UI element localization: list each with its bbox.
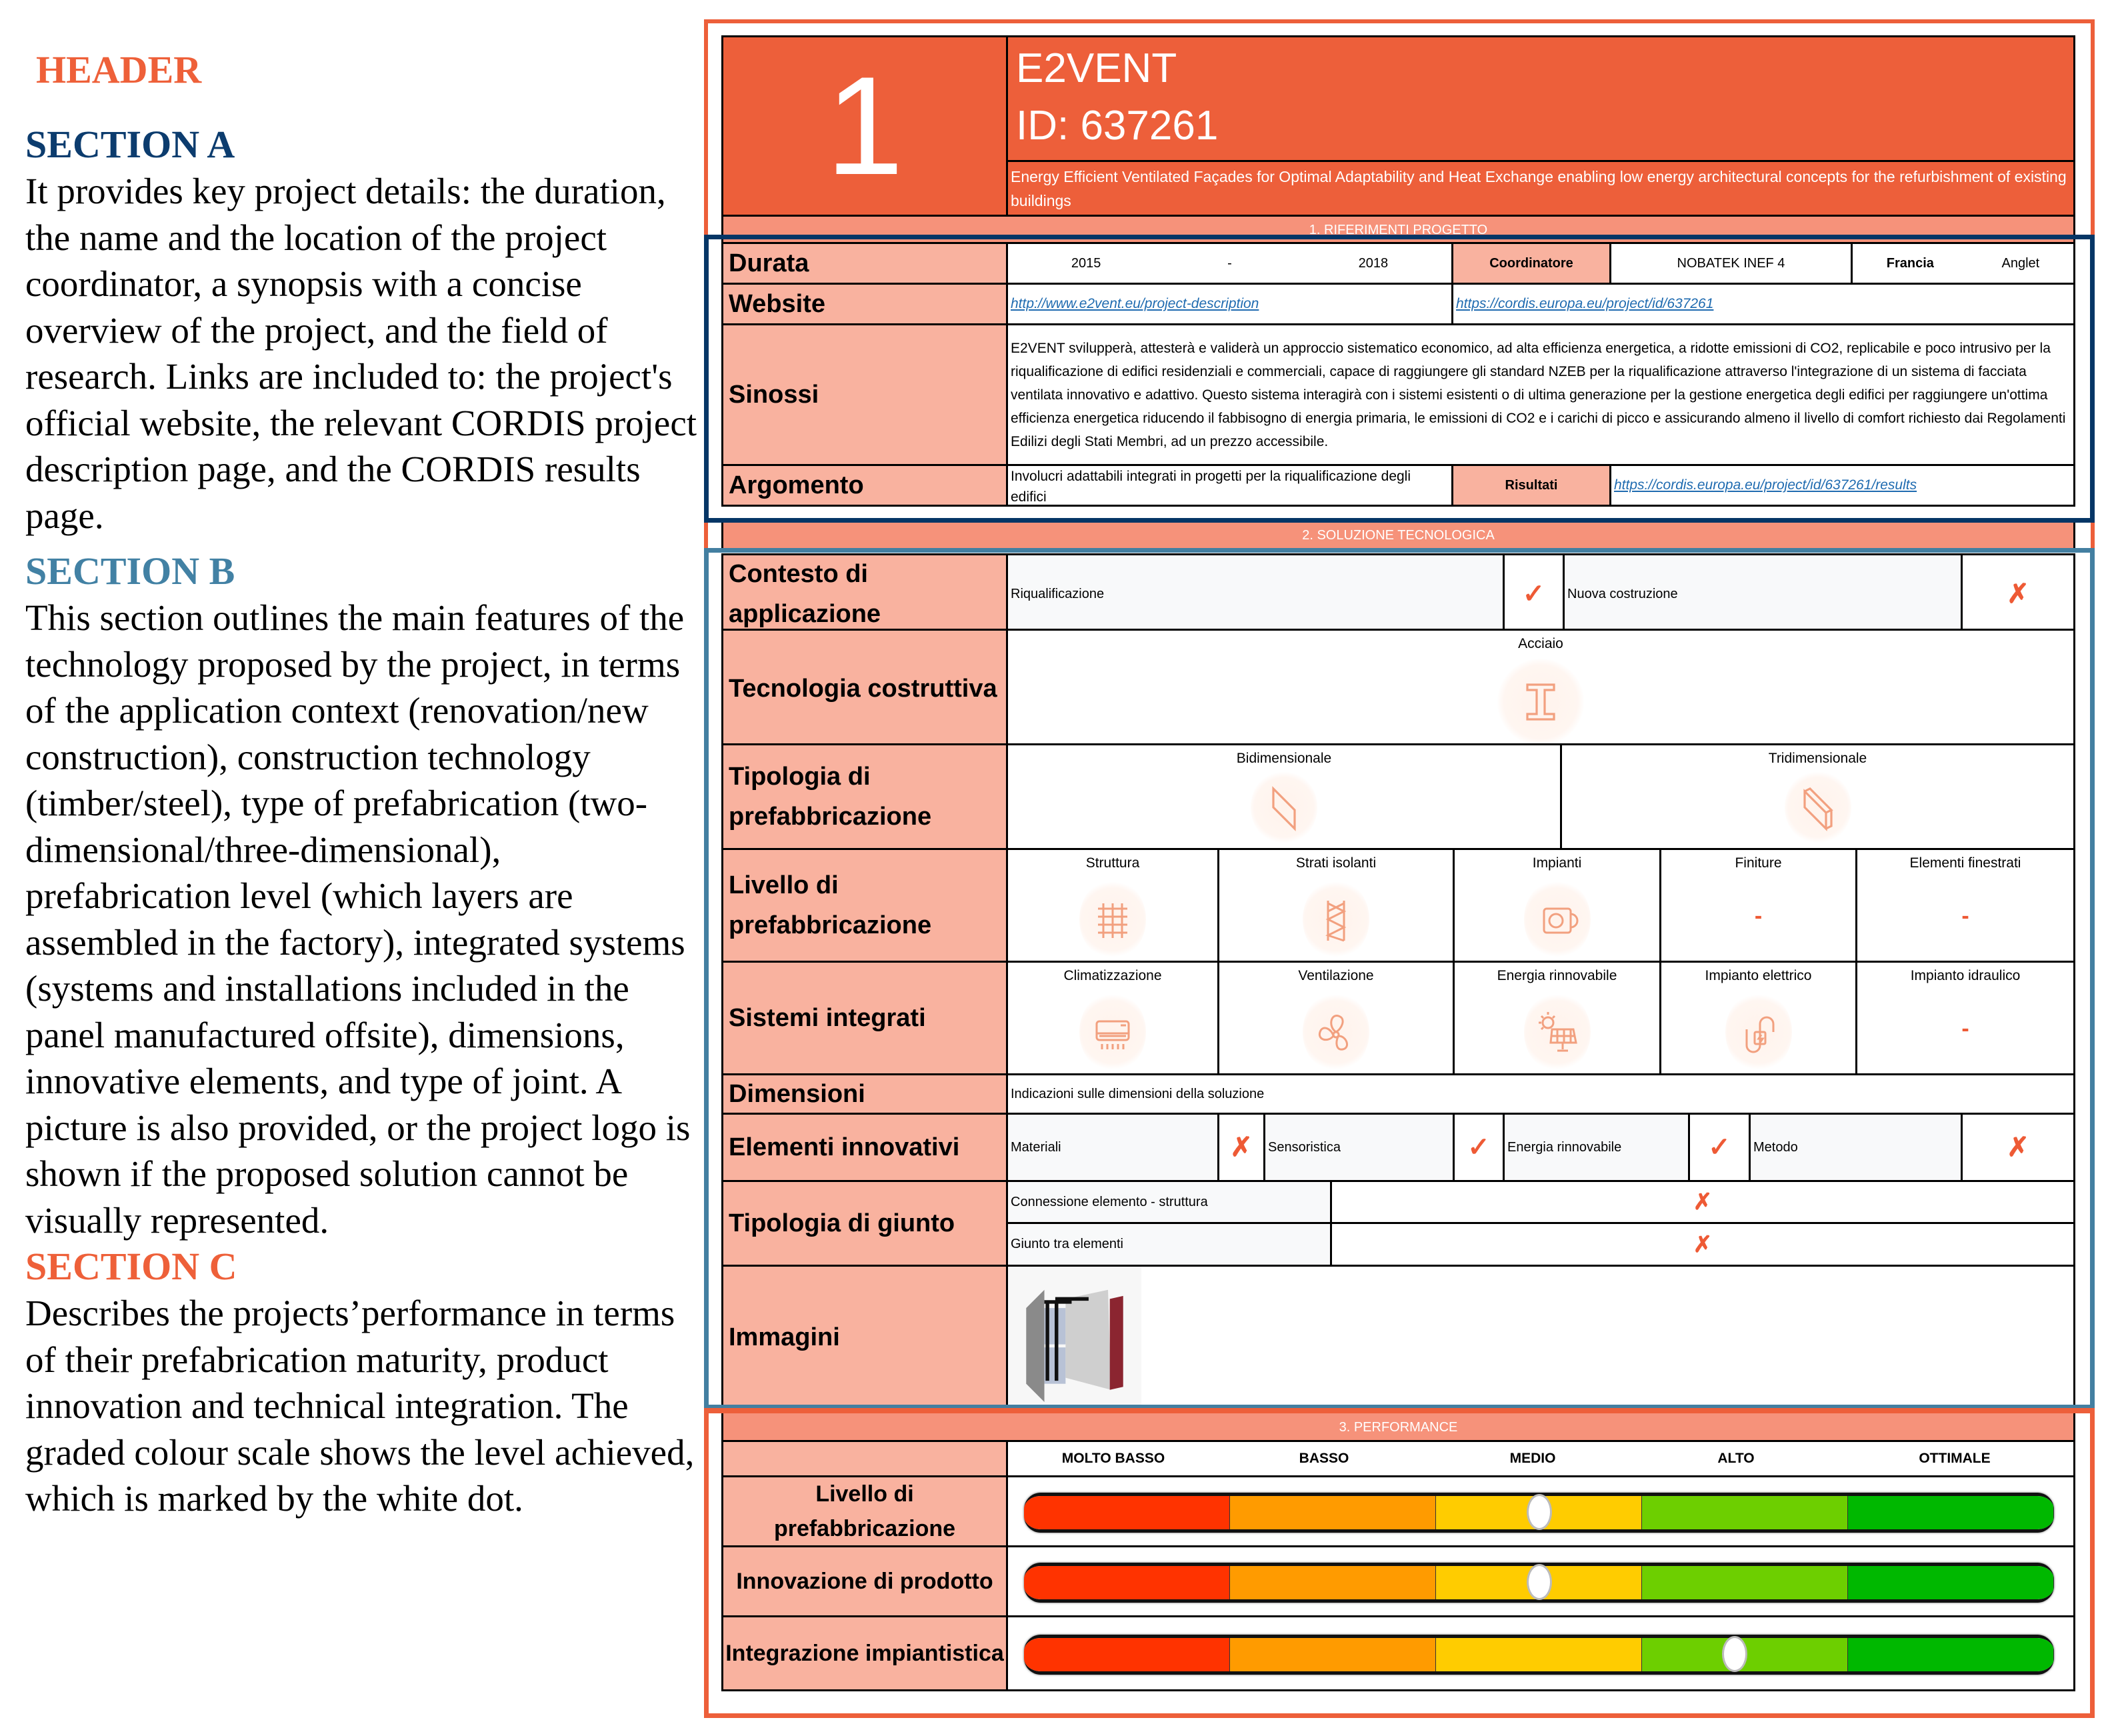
coordinatore-name: NOBATEK INEF 4 [1609,242,1853,285]
sinossi-text: E2VENT svilupperà, attesterà e validerà un approccio sistematico economico, ad alta efficienza energetica, a ridotte emissioni di CO2, replicabile e poco intrusivo per la riqualificazione di edifici residenziali e commerciali, capace di raggiungere gli standard NZEB per la riqualificazione attraverso l'integrazione di un sistema di facciata ventilata innovativo e adattivo. Questo sistema interagirà con i sistemi esistenti o di ultima generazione per la gestione energetica degli edifici per raggiungere un'ottima efficienza energetica riducendo il fabbisogno di energia primaria, le emissioni di CO2 e i carichi di picco e assicurando almeno il livello di comfort richiesto dai Regolamenti Edilizi degli Stati Membri, ad un prezzo accessibile. [1006,323,2075,466]
project-number-cell [721,35,1008,217]
elementi-item-materiali: Materiali [1006,1113,1219,1182]
legend-header-title: HEADER [36,48,202,91]
performance-label-prefabbricazione: Livello di prefabbricazione [721,1475,1008,1547]
energia-rinnovabile-check-icon: ✓ [1688,1113,1751,1182]
bidimensionale-cell [1006,743,1562,850]
website-url-cell [1006,283,1453,325]
performance-scale-corner [721,1440,1008,1477]
contesto-option-nuova-costruzione: Nuova costruzione [1563,553,1963,635]
livello-item-label: Struttura [1085,855,1140,871]
scale-segment-alto [1642,1566,1848,1599]
scale-segment-basso [1230,1638,1436,1671]
scale-alto: ALTO [1717,1451,1755,1466]
immagini-label: Immagini [721,1265,1008,1410]
performance-bar-prefabbricazione [1006,1475,2075,1547]
livello-item-elementi-finestrati [1855,848,2075,963]
cordis-url-cell [1451,283,2075,325]
scale-molto-basso: MOLTO BASSO [1061,1451,1165,1466]
legend-section-a-title: SECTION A [25,123,235,166]
dimensioni-text: Indicazioni sulle dimensioni della soluzione [1006,1073,2075,1115]
risultati-label: Risultati [1451,464,1611,507]
bidimensionale-label: Bidimensionale [1236,751,1332,766]
performance-scale-header [1006,1440,2075,1477]
section-1-title: 1. RIFERIMENTI PROGETTO [1309,222,1488,237]
giunto-tra-elementi-label: Giunto tra elementi [1006,1222,1332,1267]
performance-label-innovazione: Innovazione di prodotto [721,1545,1008,1617]
legend-section-b-title: SECTION B [25,549,235,593]
project-card [721,35,2075,1702]
scale-segment-molto-basso [1024,1496,1230,1529]
three-dimensional-block-icon [1785,771,1851,844]
tipologia-giunto-label: Tipologia di giunto [721,1180,1008,1267]
sistemi-integrati-label: Sistemi integrati [721,961,1008,1075]
scale-segment-ottimale [1848,1496,2054,1529]
durata-label: Durata [721,242,1008,285]
immagini-cell [1006,1265,2075,1410]
legend-section-c-title: SECTION C [25,1245,237,1288]
facade-section-image [1008,1267,1141,1410]
tridimensionale-cell [1560,743,2075,850]
legend-section-c-text: Describes the projects’performance in terms of their prefabrication maturity, product innovation and technical integration. The graded colour scale shows the level achieved, which is marked by the white dot. [25,1293,695,1519]
sistemi-item-impianto-elettrico [1659,961,1857,1075]
livello-item-impianti [1453,848,1661,963]
project-title-cell [1006,35,2075,162]
dimensioni-label: Dimensioni [721,1073,1008,1115]
durata-end: 2018 [1358,255,1389,271]
livello-item-strati-isolanti [1217,848,1455,963]
project-full-title: Energy Efficient Ventilated Façades for Optimal Adaptability and Heat Exchange enabling low energy architectural concepts for the refurbishment of existing buildings [1006,160,2075,217]
risultati-url-cell [1609,464,2075,507]
hvac-unit-icon [1524,879,1591,959]
project-acronym: E2VENT [1016,45,1177,91]
electric-cable-icon [1725,992,1792,1072]
elementi-item-metodo: Metodo [1749,1113,1963,1182]
level-marker-dot [1722,1636,1747,1672]
elementi-item-energia-rinnovabile: Energia rinnovabile [1503,1113,1690,1182]
sistemi-item-energia-rinnovabile [1453,961,1661,1075]
argomento-label: Argomento [721,464,1008,507]
sistemi-item-impianto-idraulico [1855,961,2075,1075]
elementi-item-sensoristica: Sensoristica [1263,1113,1455,1182]
scale-medio: MEDIO [1509,1451,1556,1466]
sistemi-item-climatizzazione [1006,961,1219,1075]
sinossi-label: Sinossi [721,323,1008,466]
not-applicable-dash: - [1754,903,1763,929]
contesto-label: Contesto di applicazione [721,553,1008,635]
scale-basso: BASSO [1299,1451,1349,1466]
tecnologia-label: Tecnologia costruttiva [721,629,1008,749]
air-conditioner-icon [1079,992,1146,1072]
not-applicable-dash: - [1961,1016,1969,1041]
coordinatore-country: Francia [1886,255,1934,271]
durata-start: 2015 [1071,255,1101,271]
section-1-band [721,217,2075,243]
coordinatore-location [1851,242,2075,285]
project-website-link[interactable]: http://www.e2vent.eu/project-description [1011,296,1259,311]
section-2-band [721,522,2075,549]
fan-icon [1303,992,1369,1072]
legend-section-a-text: It provides key project details: the duration, the name and the location of the project coordinator, a synopsis with a concise overview of the project, and the field of research. Links are included to: the project's official website, the relevant CORDIS project description page, and the CORDIS results page. [25,171,697,536]
materiali-cross-icon: ✗ [1217,1113,1265,1182]
scale-segment-basso [1230,1566,1436,1599]
tipologia-prefabbricazione-label: Tipologia di prefabbricazione [721,743,1008,850]
project-id: ID: 637261 [1016,103,1219,149]
steel-beam-icon [1497,659,1584,745]
sensoristica-check-icon: ✓ [1453,1113,1505,1182]
giunto-connessione-label: Connessione elemento - struttura [1006,1180,1332,1224]
level-marker-dot [1527,1564,1552,1600]
livello-item-label: Finiture [1735,855,1782,871]
sistemi-item-label: Impianto elettrico [1705,968,1812,983]
sistemi-item-label: Ventilazione [1298,968,1374,983]
livello-item-finiture [1659,848,1857,963]
cordis-project-link[interactable]: https://cordis.europa.eu/project/id/637261 [1456,296,1714,311]
durata-sep: - [1227,255,1232,271]
two-dimensional-panel-icon [1251,771,1317,844]
scale-segment-alto [1642,1496,1848,1529]
performance-label-integrazione: Integrazione impiantistica [721,1615,1008,1691]
tecnologia-value-cell [1006,629,2075,749]
metodo-cross-icon: ✗ [1961,1113,2075,1182]
livello-item-label: Impianti [1532,855,1582,871]
sistemi-item-label: Climatizzazione [1063,968,1162,983]
livello-prefabbricazione-label: Livello di prefabbricazione [721,848,1008,963]
livello-item-label: Elementi finestrati [1909,855,2021,871]
graded-colour-scale [1024,1635,2054,1675]
contesto-option-riqualificazione: Riqualificazione [1006,553,1505,635]
performance-bar-innovazione [1006,1545,2075,1617]
section-2-title: 2. SOLUZIONE TECNOLOGICA [1302,527,1495,543]
performance-bar-integrazione [1006,1615,2075,1691]
durata-value [1006,242,1453,285]
section-3-title: 3. PERFORMANCE [1339,1420,1458,1435]
riqualificazione-check-icon: ✓ [1503,553,1565,635]
insulation-layer-icon [1303,879,1369,959]
giunto-connessione-cross-icon: ✗ [1330,1180,2075,1224]
cordis-results-link[interactable]: https://cordis.europa.eu/project/id/637261/results [1614,477,1917,493]
grid-frame-icon [1079,879,1146,959]
coordinatore-label: Coordinatore [1451,242,1611,285]
argomento-text: Involucri adattabili integrati in progetti per la riqualificazione degli edifici [1006,464,1453,507]
nuova-costruzione-cross-icon: ✗ [1961,553,2075,635]
scale-segment-molto-basso [1024,1638,1230,1671]
sistemi-item-ventilazione [1217,961,1455,1075]
website-label: Website [721,283,1008,325]
tridimensionale-label: Tridimensionale [1768,751,1867,766]
level-marker-dot [1527,1494,1552,1530]
livello-item-struttura [1006,848,1219,963]
scale-segment-ottimale [1848,1566,2054,1599]
sistemi-item-label: Impianto idraulico [1910,968,2021,983]
livello-item-label: Strati isolanti [1295,855,1377,871]
elementi-innovativi-label: Elementi innovativi [721,1113,1008,1182]
project-number: 1 [825,47,904,204]
coordinatore-city: Anglet [2001,255,2040,271]
scale-segment-molto-basso [1024,1566,1230,1599]
solar-panel-icon [1524,992,1591,1072]
scale-segment-ottimale [1848,1638,2054,1671]
sistemi-item-label: Energia rinnovabile [1497,968,1617,983]
scale-ottimale: OTTIMALE [1919,1451,1991,1466]
tecnologia-value: Acciaio [1518,636,1563,651]
scale-segment-basso [1230,1496,1436,1529]
legend-section-b-text: This section outlines the main features of the technology proposed by the project, in terms of the application context (renovation/new construction), construction technology (timber/steel), type of prefabrication (two-dimensional/three-dimensional), prefabrication level (which layers are assembled in the factory), integrated systems (systems and installations included in the panel manufactured offsite), dimensions, innovative elements, and type of joint. A picture is also provided, or the project logo is shown if the proposed solution cannot be visually represented. [25,597,691,1241]
giunto-tra-elementi-cross-icon: ✗ [1330,1222,2075,1267]
not-applicable-dash: - [1961,903,1969,929]
section-3-band [721,1413,2075,1442]
scale-segment-medio [1436,1638,1642,1671]
legend-column [25,40,699,1522]
